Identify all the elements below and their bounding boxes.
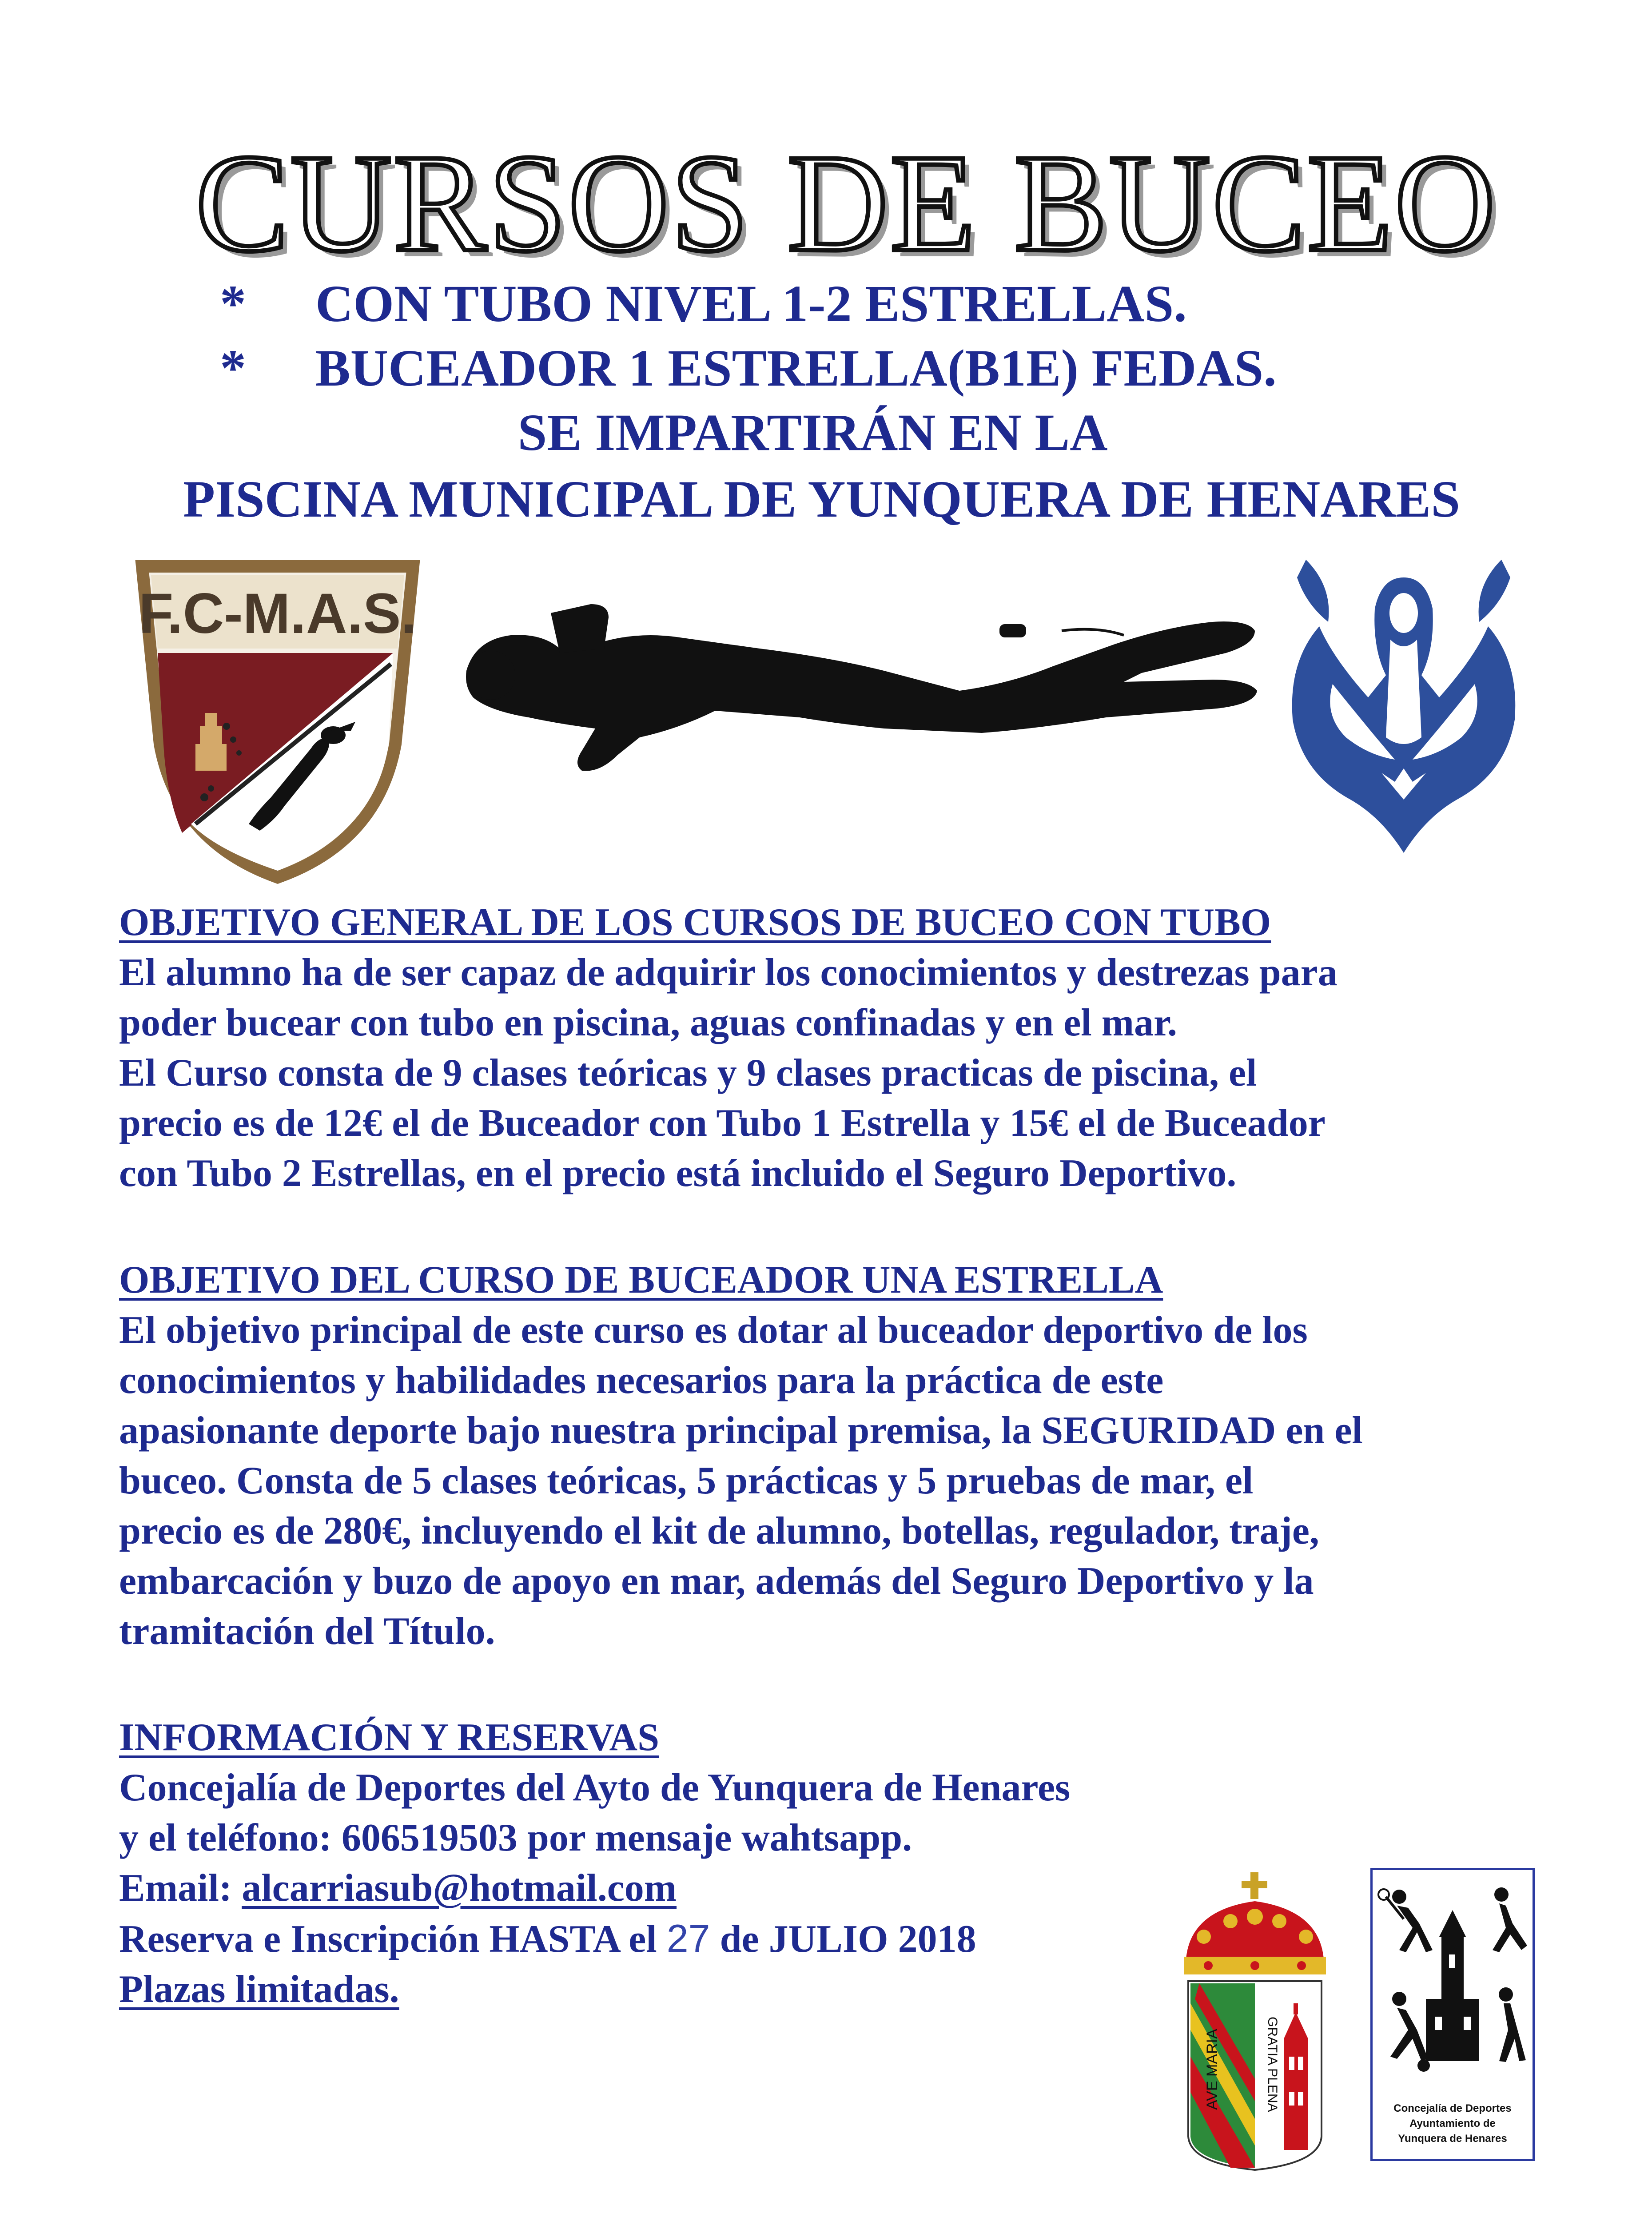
concejalia-caption — [1373, 2101, 1533, 2146]
body-line: tramitación del Título. — [119, 1610, 495, 1653]
section-heading: OBJETIVO DEL CURSO DE BUCEADOR UNA ESTRELLA — [119, 1258, 1163, 1302]
section-heading: OBJETIVO GENERAL DE LOS CURSOS DE BUCEO CON TUBO — [119, 901, 1271, 944]
email-label: Email: — [119, 1867, 242, 1910]
info-deadline — [119, 1913, 1585, 1964]
concejalia-deportes-logo — [1370, 1868, 1535, 2161]
bullet-marker: * — [220, 275, 246, 333]
info-organizer: Concejalía de Deportes del Ayto de Yunquera de Henares — [119, 1766, 1071, 1809]
fcmas-logo-text: F.C-M.A.S. — [139, 582, 417, 645]
deadline-suffix: de JULIO 2018 — [710, 1918, 976, 1961]
body-line: El alumno ha de ser capaz de adquirir los conocimientos y destrezas para — [119, 951, 1338, 994]
coat-of-arms — [1177, 1870, 1333, 2172]
bullet-text: BUCEADOR 1 ESTRELLA(B1E) FEDAS. — [315, 339, 1277, 397]
body-line: apasionante deporte bajo nuestra principal premisa, la SEGURIDAD en el — [119, 1409, 1363, 1452]
body-line: poder bucear con tubo en piscina, aguas confinadas y en el mar. — [119, 1001, 1178, 1044]
body-line: buceo. Consta de 5 clases teóricas, 5 prácticas y 5 pruebas de mar, el — [119, 1459, 1254, 1502]
body-line: conocimientos y habilidades necesarios para la práctica de este — [119, 1359, 1164, 1402]
coat-motto-left: AVE MARIA — [1204, 2029, 1221, 2110]
deadline-day: 27 — [666, 1916, 710, 1960]
body-line: precio es de 280€, incluyendo el kit de alumno, botellas, regulador, traje, — [119, 1509, 1319, 1552]
diver-silhouette — [449, 595, 1262, 800]
fedas-siren-logo — [1279, 551, 1528, 857]
caption-line: Concejalía de Deportes — [1393, 2102, 1512, 2114]
body-line: El objetivo principal de este curso es dotar al buceador deportivo de los — [119, 1309, 1308, 1352]
coat-motto-right: GRATIA PLENA — [1265, 2017, 1280, 2112]
deadline-prefix: Reserva e Inscripción HASTA el — [119, 1918, 667, 1961]
caption-line: Yunquera de Henares — [1398, 2133, 1507, 2145]
body-line: embarcación y buzo de apoyo en mar, además del Seguro Deportivo y la — [119, 1560, 1314, 1603]
section-snorkel-objective — [119, 897, 1585, 1198]
sports-silhouettes — [1373, 1870, 1533, 2092]
venue-line-2: PISCINA MUNICIPAL DE YUNQUERA DE HENARES — [183, 470, 1460, 528]
venue-line-1: SE IMPARTIRÁN EN LA — [517, 403, 1108, 462]
info-heading: INFORMACIÓN Y RESERVAS — [119, 1716, 660, 1759]
poster-title: CURSOS DE BUCEO — [195, 126, 1497, 281]
info-phone: y el teléfono: 606519503 por mensaje wahtsapp. — [119, 1816, 912, 1859]
email-link[interactable]: alcarriasub@hotmail.com — [242, 1867, 677, 1910]
info-and-reservations — [119, 1712, 1585, 2014]
body-line: El Curso consta de 9 clases teóricas y 9 clases practicas de piscina, el — [119, 1051, 1257, 1095]
bullet-marker: * — [220, 339, 246, 397]
bullet-text: CON TUBO NIVEL 1-2 ESTRELLAS. — [315, 275, 1187, 333]
body-line: con Tubo 2 Estrellas, en el precio está incluido el Seguro Deportivo. — [119, 1152, 1237, 1195]
section-diver-objective — [119, 1255, 1585, 1656]
fcmas-logo — [129, 557, 426, 886]
info-limited-places: Plazas limitadas. — [119, 1968, 399, 2011]
body-line: precio es de 12€ el de Buceador con Tubo 1 Estrella y 15€ el de Buceador — [119, 1102, 1326, 1145]
info-email-line — [119, 1863, 1585, 1913]
caption-line: Ayuntamiento de — [1409, 2118, 1496, 2129]
